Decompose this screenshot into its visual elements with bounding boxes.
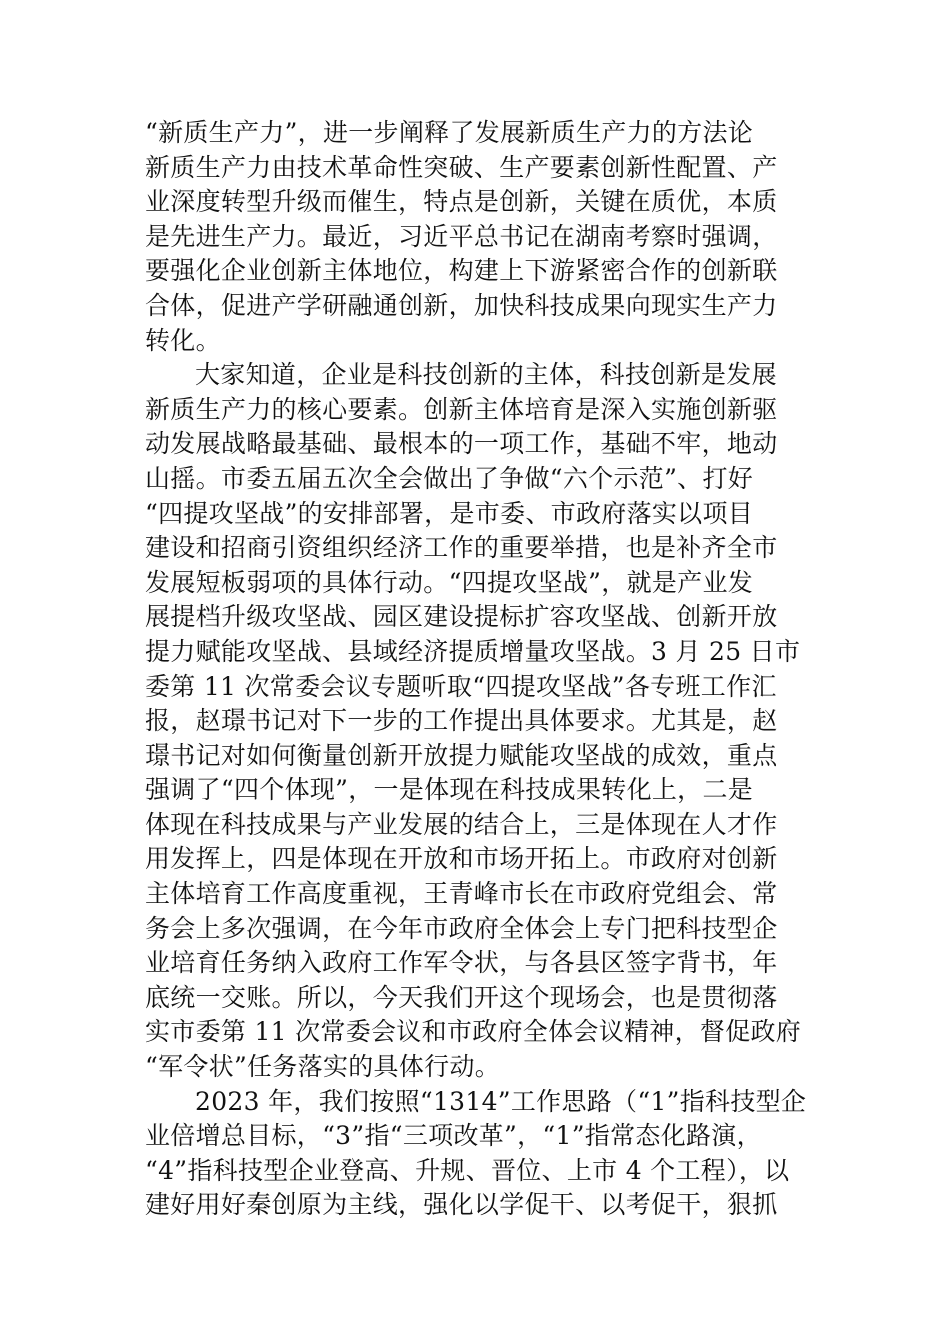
text-line: “新质生产力”，进一步阐释了发展新质生产力的方法论: [145, 118, 754, 147]
text-line: 业倍增总目标，“3”指“三项改革”，“1”指常态化路演，: [145, 1121, 762, 1151]
text-line: 务会上多次强调，在今年市政府全体会上专门把科技型企: [145, 913, 778, 943]
text-line: 强调了“四个体现”，一是体现在科技成果转化上，二是: [145, 775, 754, 805]
text-line: 发展短板弱项的具体行动。“四提攻坚战”，就是产业发: [145, 567, 754, 597]
text-line: 业深度转型升级而催生，特点是创新，关键在质优，本质: [145, 187, 778, 217]
paragraph-2: [145, 358, 809, 1084]
text-line: 转化。: [145, 325, 221, 355]
text-line: “军令状”任务落实的具体行动。: [145, 1052, 501, 1082]
text-line: 报，赵璟书记对下一步的工作提出具体要求。尤其是，赵: [145, 706, 778, 736]
text-line: 新质生产力由技术革命性突破、生产要素创新性配置、产: [145, 152, 778, 182]
text-line: 山摇。市委五届五次全会做出了争做“六个示范”、打好: [145, 463, 754, 493]
text-line: 动发展战略最基础、最根本的一项工作，基础不牢，地动: [145, 429, 778, 459]
paragraph-3: [145, 1085, 809, 1223]
text-line: “4”指科技型企业登高、升规、晋位、上市 4 个工程），以: [145, 1155, 790, 1185]
text-line: 璟书记对如何衡量创新开放提力赋能攻坚战的成效，重点: [145, 740, 778, 770]
paragraph-1: [145, 116, 809, 358]
text-line: 展提档升级攻坚战、园区建设提标扩容攻坚战、创新开放: [145, 602, 778, 632]
text-line: 2023 年，我们按照“1314”工作思路（“1”指科技型企: [195, 1086, 807, 1116]
text-line: 新质生产力的核心要素。创新主体培育是深入实施创新驱: [145, 394, 778, 424]
document-body: [145, 116, 809, 1223]
text-line: “四提攻坚战”的安排部署，是市委、市政府落实以项目: [145, 498, 754, 528]
text-line: 提力赋能攻坚战、县域经济提质增量攻坚战。3 月 25 日市: [145, 636, 801, 666]
text-line: 主体培育工作高度重视，王青峰市长在市政府党组会、常: [145, 879, 778, 909]
text-line: 实市委第 11 次常委会议和市政府全体会议精神，督促政府: [145, 1017, 802, 1047]
text-line: 合体，促进产学研融通创新，加快科技成果向现实生产力: [145, 290, 778, 320]
text-line: 大家知道，企业是科技创新的主体，科技创新是发展: [195, 360, 777, 390]
text-line: 建设和招商引资组织经济工作的重要举措，也是补齐全市: [145, 533, 778, 563]
text-line: 建好用好秦创原为主线，强化以学促干、以考促干，狠抓: [145, 1190, 778, 1220]
text-line: 要强化企业创新主体地位，构建上下游紧密合作的创新联: [145, 256, 778, 286]
text-line: 底统一交账。所以，今天我们开这个现场会，也是贯彻落: [145, 982, 778, 1012]
text-line: 是先进生产力。最近，习近平总书记在湖南考察时强调，: [145, 221, 778, 251]
text-line: 用发挥上，四是体现在开放和市场开拓上。市政府对创新: [145, 844, 778, 874]
text-line: 业培育任务纳入政府工作军令状，与各县区签字背书，年: [145, 948, 778, 978]
text-line: 体现在科技成果与产业发展的结合上，三是体现在人才作: [145, 809, 778, 839]
text-line: 委第 11 次常委会议专题听取“四提攻坚战”各专班工作汇: [145, 671, 777, 701]
